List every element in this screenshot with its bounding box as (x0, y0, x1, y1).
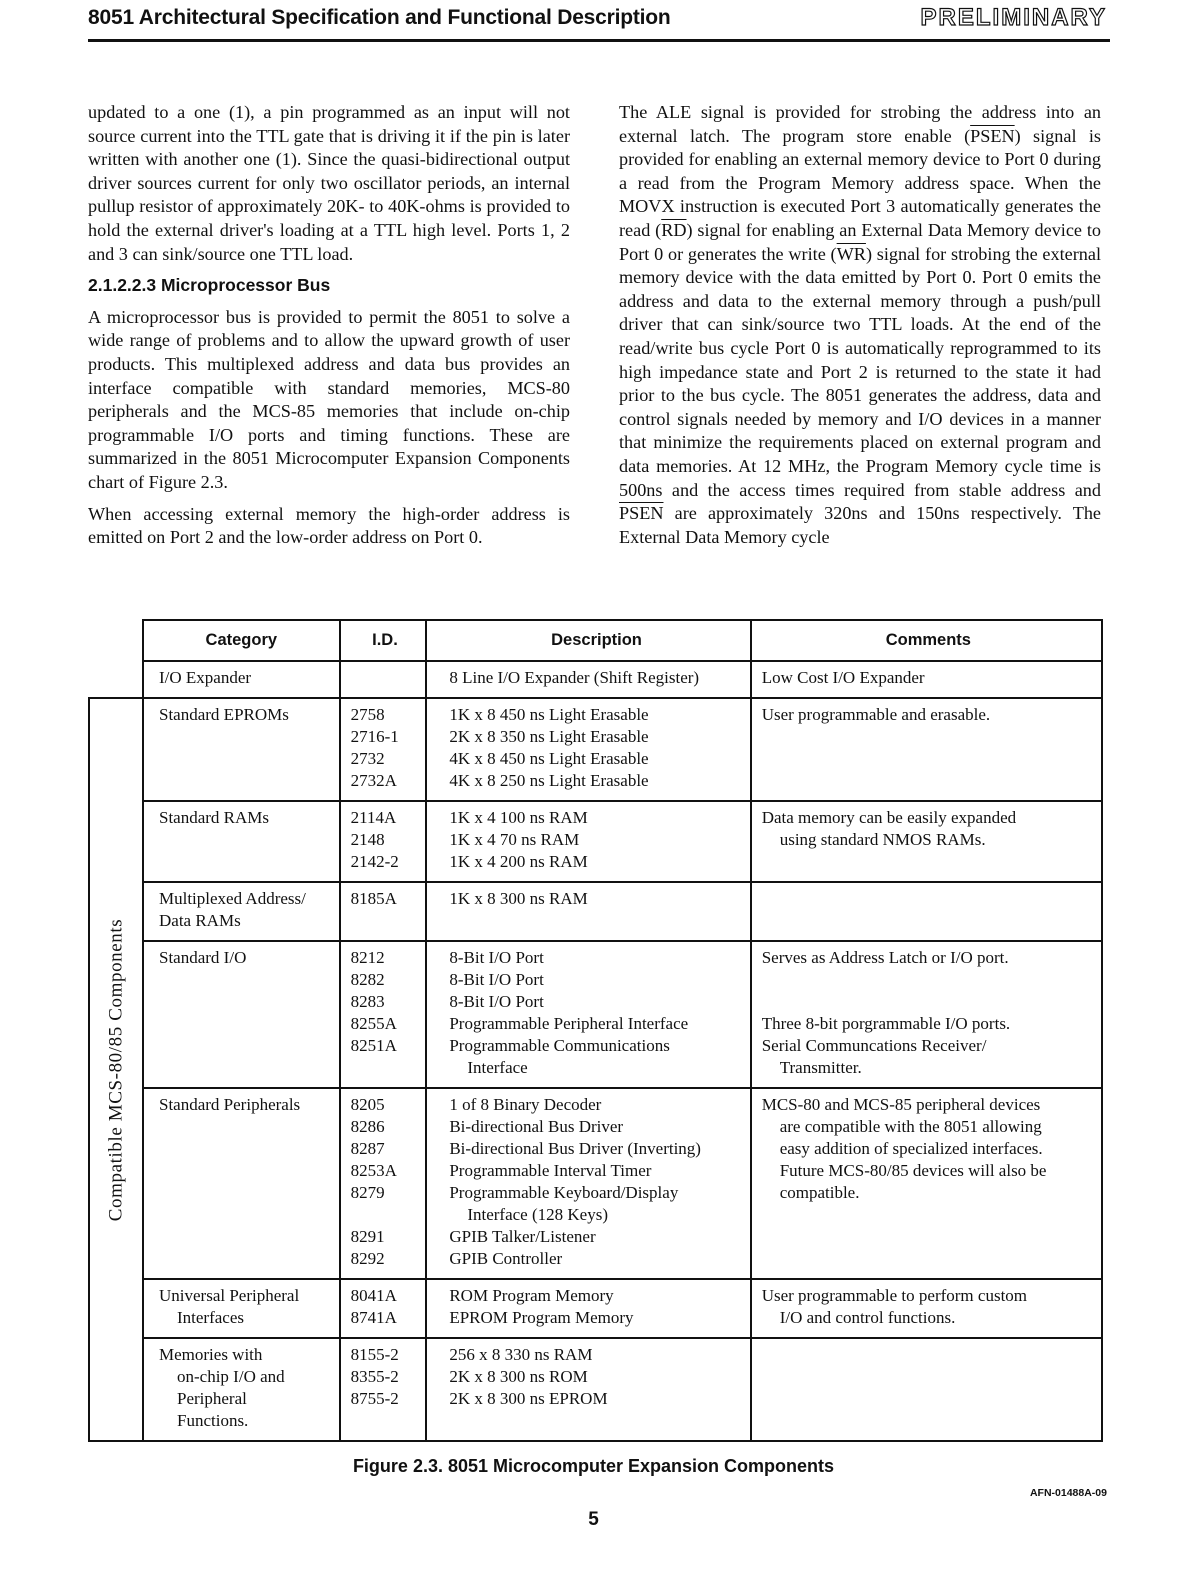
cell-line: I/O and control functions. (779, 1308, 956, 1327)
cell-line: Data RAMs (159, 911, 241, 930)
cell-line: 2716-1 (350, 727, 399, 746)
cell-line: Bi-directional Bus Driver (Inverting) (449, 1139, 701, 1158)
figure-caption: Figure 2.3. 8051 Microcomputer Expansion Components (352, 1456, 835, 1476)
cell-line: 8-Bit I/O Port (449, 970, 544, 989)
cell-line: 8283 (350, 992, 385, 1011)
description-cell (426, 1338, 750, 1441)
expansion-components-table (142, 619, 1103, 1442)
cell-line: 8253A (350, 1161, 397, 1180)
cell-line: 8-Bit I/O Port (449, 948, 544, 967)
id-cell (340, 1338, 427, 1441)
table-row (143, 1088, 1102, 1279)
expansion-components-figure (142, 619, 1103, 1442)
header-rule (88, 39, 1110, 42)
comments-cell (751, 661, 1102, 698)
id-cell (340, 698, 427, 801)
page-number: 5 (588, 1509, 599, 1530)
text-run: ) signal for enabling an External Data Memory device to Port 0 or generates the write ( (619, 219, 1101, 264)
cell-line: 8155-2 (350, 1345, 399, 1364)
cell-line: 1K x 8 300 ns RAM (449, 889, 588, 908)
paragraph: When accessing external memory the high-order address is emitted on Port 2 and the low-order address on Port 0. (88, 503, 570, 548)
cell-line: 8 Line I/O Expander (Shift Register) (449, 668, 700, 687)
page-header-title: 8051 Architectural Specification and Functional Description (88, 6, 671, 29)
side-label (88, 697, 144, 1442)
comments-cell (751, 882, 1102, 941)
cell-line: 8286 (350, 1117, 385, 1136)
cell-line: 4K x 8 250 ns Light Erasable (449, 771, 649, 790)
cell-line: are compatible with the 8051 allowing (779, 1117, 1042, 1136)
cell-line (351, 667, 416, 689)
side-label-text: Compatible MCS-80/85 Components (105, 918, 126, 1221)
category-cell (143, 801, 340, 882)
cell-line: Peripheral (177, 1389, 247, 1408)
cell-line: Multiplexed Address/ (159, 889, 306, 908)
cell-line: User programmable to perform custom (761, 1286, 1028, 1305)
cell-line: Serial Communcations Receiver/ (761, 1036, 987, 1055)
comments-cell (751, 1088, 1102, 1279)
table-row (143, 1279, 1102, 1338)
cell-line: using standard NMOS RAMs. (779, 830, 986, 849)
cell-line (762, 969, 1091, 991)
table-row (143, 882, 1102, 941)
cell-line: 8-Bit I/O Port (449, 992, 544, 1011)
cell-line: 4K x 8 450 ns Light Erasable (449, 749, 649, 768)
cell-line: 8212 (350, 948, 385, 967)
text-run: are approximately 320ns and 150ns respectively. The External Data Memory cycle (619, 503, 1101, 547)
cell-line: Serves as Address Latch or I/O port. (761, 948, 1009, 967)
cell-line: ROM Program Memory (449, 1286, 614, 1305)
cell-line: 8041A (350, 1286, 397, 1305)
table-row (143, 1338, 1102, 1441)
table-row (143, 661, 1102, 698)
cell-line: 8282 (350, 970, 385, 989)
cell-line: 1K x 4 70 ns RAM (449, 830, 580, 849)
cell-line: 8279 (350, 1183, 385, 1202)
cell-line: Interface (128 Keys) (467, 1205, 608, 1224)
category-cell (143, 1279, 340, 1338)
category-cell (143, 661, 340, 698)
cell-line: 8255A (350, 1014, 397, 1033)
cell-line: Data memory can be easily expanded (761, 808, 1017, 827)
cell-line: 2114A (350, 808, 397, 827)
description-cell (426, 661, 750, 698)
section-heading: 2.1.2.2.3 Microprocessor Bus (88, 275, 331, 296)
cell-line: Standard EPROMs (159, 705, 289, 724)
rd-signal: $\overline{RD}$ (661, 219, 687, 240)
cell-line: compatible. (779, 1183, 860, 1202)
cell-line: 8205 (350, 1095, 385, 1114)
id-cell (340, 882, 427, 941)
cell-line: Interfaces (177, 1308, 245, 1327)
cell-line: Interface (467, 1058, 528, 1077)
cell-line: Standard RAMs (159, 808, 270, 827)
cell-line: Transmitter. (779, 1058, 862, 1077)
cell-line: Programmable Communications (449, 1036, 670, 1055)
cell-line: Programmable Peripheral Interface (449, 1014, 689, 1033)
id-cell (340, 801, 427, 882)
category-cell (143, 1338, 340, 1441)
description-cell (426, 801, 750, 882)
cell-line: 8292 (350, 1249, 385, 1268)
table-header-row (143, 620, 1102, 661)
comments-cell (751, 698, 1102, 801)
preliminary-badge: PRELIMINARY (920, 4, 1107, 31)
cell-line: 8291 (350, 1227, 385, 1246)
cell-line: 2142-2 (350, 852, 399, 871)
category-cell (143, 1088, 340, 1279)
cell-line: easy addition of specialized interfaces. (779, 1139, 1043, 1158)
cell-line: 2758 (350, 705, 385, 724)
text-run: ) signal is provided for enabling an external memory device to Port 0 during a read from the Program Memory address space. When the MOVX instruction is executed Port 3 automatically generates the read ( (619, 125, 1102, 240)
cell-line: 2K x 8 350 ns Light Erasable (449, 727, 649, 746)
cell-line: 8741A (350, 1308, 397, 1327)
cell-line: 1K x 4 100 ns RAM (449, 808, 588, 827)
cell-line: Future MCS-80/85 devices will also be (779, 1161, 1047, 1180)
cell-line: 2732A (350, 771, 397, 790)
cell-line: 2148 (350, 830, 385, 849)
cell-line: GPIB Talker/Listener (449, 1227, 596, 1246)
cell-line: Standard I/O (159, 948, 247, 967)
category-cell (143, 941, 340, 1088)
cell-line: User programmable and erasable. (761, 705, 991, 724)
description-cell (426, 1279, 750, 1338)
id-cell (340, 1279, 427, 1338)
category-cell (143, 698, 340, 801)
header-id: I.D. (340, 620, 427, 661)
header-category: Category (143, 620, 340, 661)
description-cell (426, 698, 750, 801)
cell-line: Programmable Keyboard/Display (449, 1183, 679, 1202)
cell-line: I/O Expander (159, 668, 252, 687)
figure-id: AFN-01488A-09 (1029, 1487, 1107, 1499)
id-cell (340, 941, 427, 1088)
psen-signal: PSEN (619, 503, 664, 524)
comments-cell (751, 801, 1102, 882)
comments-cell (751, 1338, 1102, 1441)
description-cell (426, 1088, 750, 1279)
cell-line: Universal Peripheral (159, 1286, 300, 1305)
text-run: ) signal for strobing the external memory device with the data emitted by Port 0. Port 0 emits the address and data to the external memory through a push/pull driver that can sink/source two TTL loads. At the end of the read/write bus cycle Port 0 is automatically reprogrammed to its high impedance state and Port 2 is returned to the state it had prior to the bus cycle. The 8051 generates the address, data and control signals needed by memory and I/O devices in a manner that minimize the requirements placed on external program and data memories. At 12 MHz, the Program Memory cycle time is 500ns and the access times required from stable address and (619, 243, 1101, 500)
comments-cell (751, 1279, 1102, 1338)
cell-line: MCS-80 and MCS-85 peripheral devices (761, 1095, 1041, 1114)
text-run: The ALE signal is provided for strobing the address into an external latch. The program store enable ( (619, 102, 1101, 146)
cell-line (762, 991, 1091, 1013)
cell-line (351, 1204, 416, 1226)
cell-line: 8355-2 (350, 1367, 399, 1386)
table-row (143, 801, 1102, 882)
description-cell (426, 882, 750, 941)
cell-line: 8251A (350, 1036, 397, 1055)
cell-line: 8755-2 (350, 1389, 399, 1408)
left-column (88, 101, 570, 558)
cell-line: 1K x 8 450 ns Light Erasable (449, 705, 649, 724)
cell-line: 1K x 4 200 ns RAM (449, 852, 588, 871)
cell-line: Programmable Interval Timer (449, 1161, 652, 1180)
cell-line: GPIB Controller (449, 1249, 563, 1268)
cell-line: 8185A (350, 889, 397, 908)
right-column (619, 101, 1101, 557)
cell-line: EPROM Program Memory (449, 1308, 634, 1327)
paragraph: updated to a one (1), a pin programmed as an input will not source current into the TTL gate that is driving it if the pin is later written with another one (1). Since the quasi-bidirectional output driver sources current for only two oscillator periods, an internal pullup resistor of approximately 20K- to 40K-ohms is provided to hold the external driver's loading at a TTL high level. Ports 1, 2 and 3 can sink/source one TTL load. (88, 102, 570, 264)
comments-cell (751, 941, 1102, 1088)
cell-line: 2K x 8 300 ns ROM (449, 1367, 588, 1386)
cell-line: Memories with (159, 1345, 263, 1364)
cell-line: on-chip I/O and (177, 1367, 285, 1386)
cell-line: Standard Peripherals (159, 1095, 301, 1114)
cell-line: 8287 (350, 1139, 385, 1158)
cell-line: 256 x 8 330 ns RAM (449, 1345, 593, 1364)
cell-line: 2732 (350, 749, 385, 768)
paragraph (619, 101, 1101, 549)
description-cell (426, 941, 750, 1088)
category-cell (143, 882, 340, 941)
cell-line: Three 8-bit porgrammable I/O ports. (761, 1014, 1011, 1033)
wr-signal: $\overline{WR}$ (836, 243, 866, 264)
cell-line: Low Cost I/O Expander (761, 668, 925, 687)
id-cell (340, 661, 427, 698)
psen-signal: PSEN (970, 125, 1015, 146)
cell-line: Bi-directional Bus Driver (449, 1117, 624, 1136)
id-cell (340, 1088, 427, 1279)
paragraph: A microprocessor bus is provided to permit the 8051 to solve a wide range of problems and to allow the upward growth of user products. This multiplexed address and data bus provides an interface compatible with standard memories, MCS-80 peripherals and the MCS-85 memories that include on-chip programmable I/O ports and timing functions. These are summarized in the 8051 Microcomputer Expansion Components chart of Figure 2.3. (88, 306, 570, 492)
header-comments: Comments (751, 620, 1102, 661)
cell-line: 1 of 8 Binary Decoder (449, 1095, 602, 1114)
table-row (143, 698, 1102, 801)
cell-line: 2K x 8 300 ns EPROM (449, 1389, 608, 1408)
table-row (143, 941, 1102, 1088)
cell-line: Functions. (177, 1411, 249, 1430)
header-description: Description (426, 620, 750, 661)
cell-line (351, 1057, 416, 1079)
